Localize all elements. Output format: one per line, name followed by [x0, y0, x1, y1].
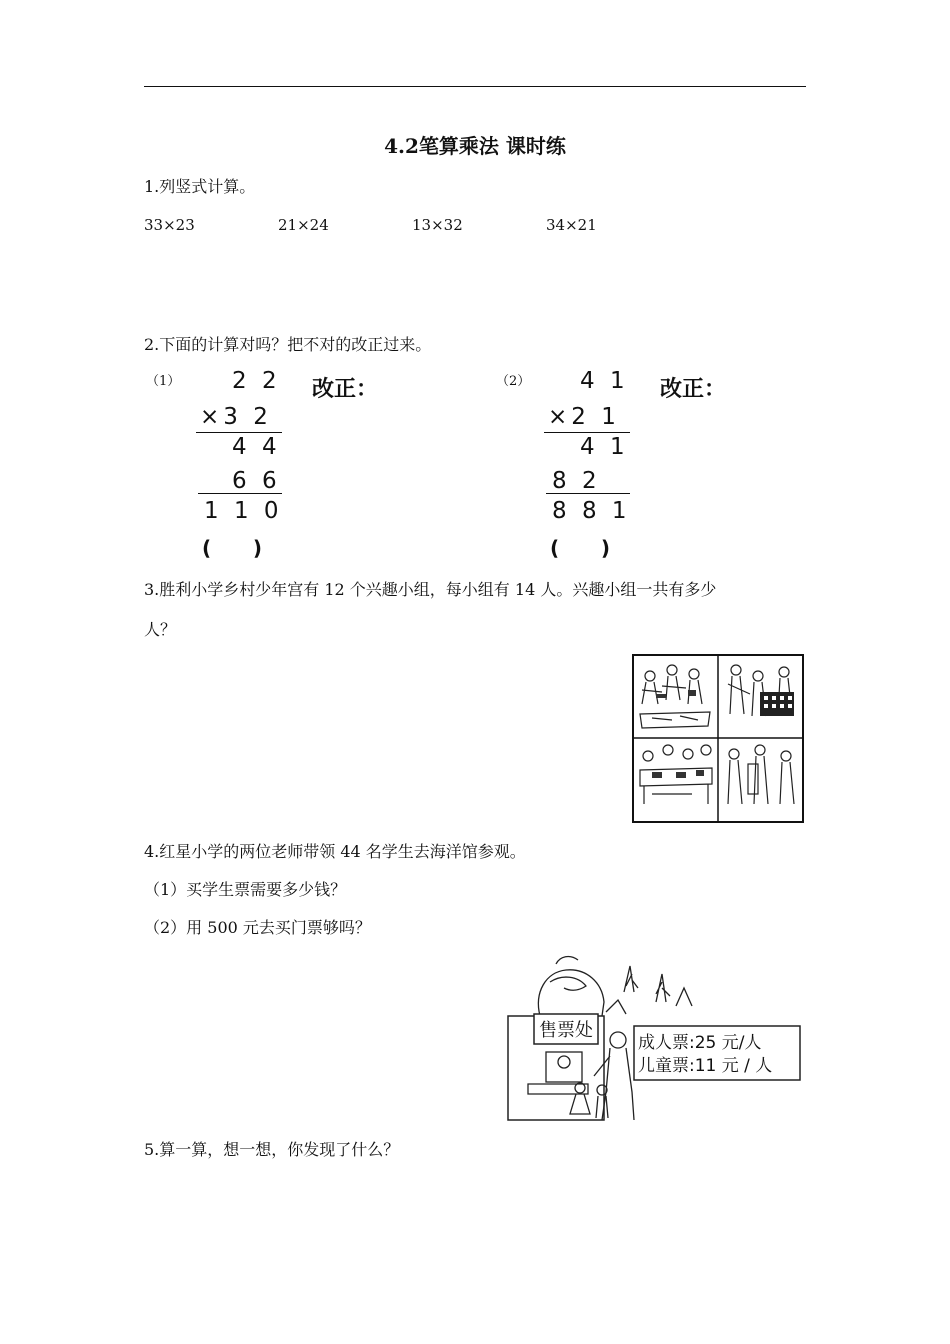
q1-expr-4: 34×21	[546, 216, 597, 234]
calc1-label: （1）	[146, 374, 181, 389]
calc2-partial-1: 4 1	[580, 434, 629, 460]
page-title: 4.2笔算乘法 课时练	[384, 134, 566, 158]
calc2-multiplier: ×2 1	[548, 404, 620, 430]
question-5-text: 5.算一算，想一想，你发现了什么？	[144, 1140, 400, 1159]
calc2-line-2	[546, 493, 630, 494]
calc1-line-1	[196, 432, 282, 433]
booth-sign-text: 售票处	[539, 1020, 593, 1041]
question-4-sub-2: （2）用 500 元去买门票够吗？	[144, 918, 371, 937]
question-3-text-line-1: 3.胜利小学乡村少年宫有 12 个兴趣小组，每小组有 14 人。兴趣小组一共有多少	[144, 580, 717, 599]
calc1-partial-1: 4 4	[232, 434, 281, 460]
calc1-result: 1 1 0	[204, 498, 283, 524]
calc2-top: 4 1	[580, 368, 629, 394]
calc1-multiplier: ×3 2	[200, 404, 272, 430]
ticket-booth-illustration	[506, 952, 806, 1124]
adult-ticket-price: 成人票:25 元/人	[638, 1033, 762, 1053]
question-2-text: 2.下面的计算对吗？把不对的改正过来。	[144, 335, 432, 354]
calc2-partial-2: 8 2	[552, 468, 601, 494]
calc2-label: （2）	[496, 374, 531, 389]
question-1-text: 1.列竖式计算。	[144, 177, 256, 196]
question-4-sub-1: （1）买学生票需要多少钱？	[144, 880, 347, 899]
q1-expr-1: 33×23	[144, 216, 195, 234]
question-4-text: 4.红星小学的两位老师带领 44 名学生去海洋馆参观。	[144, 842, 526, 861]
calc1-fix-label: 改正：	[312, 377, 379, 402]
calc2-answer-parens: ( )	[550, 536, 611, 560]
question-3-text-line-2: 人？	[144, 620, 177, 639]
calc2-line-1	[544, 432, 630, 433]
q1-expr-2: 21×24	[278, 216, 329, 234]
calc1-top: 2 2	[232, 368, 281, 394]
calc2-result: 8 8 1	[552, 498, 631, 524]
calc1-line-2	[198, 493, 282, 494]
q1-expr-3: 13×32	[412, 216, 463, 234]
calc1-partial-2: 6 6	[232, 468, 281, 494]
calc1-answer-parens: ( )	[202, 536, 263, 560]
calc2-fix-label: 改正：	[660, 377, 727, 402]
interest-groups-illustration	[632, 654, 804, 824]
child-ticket-price: 儿童票:11 元 / 人	[638, 1056, 773, 1076]
header-rule	[144, 86, 806, 87]
